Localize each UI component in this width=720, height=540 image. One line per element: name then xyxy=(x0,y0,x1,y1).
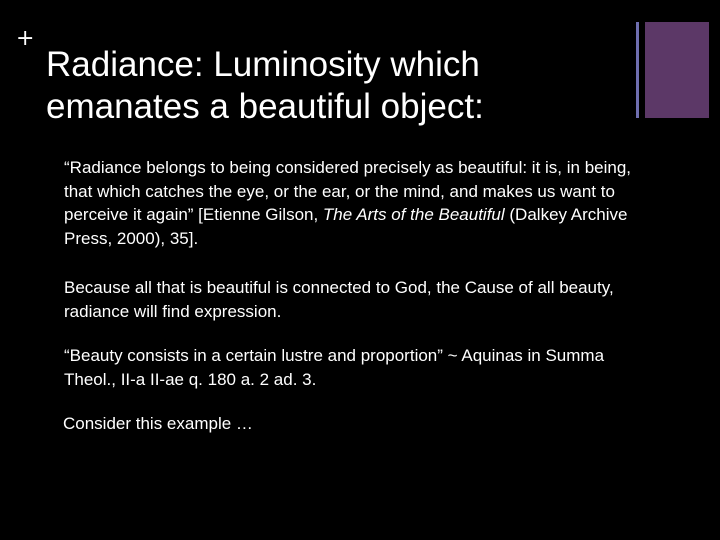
book-title: The Arts of the Beautiful xyxy=(322,205,505,224)
example-paragraph: Consider this example … xyxy=(63,414,253,433)
plus-icon: + xyxy=(16,26,35,51)
gilson-citation: (Dalkey Archive Press, 2000), 35]. xyxy=(64,205,628,248)
god-paragraph: Because all that is beautiful is connected to God, the Cause of all beauty, radiance will find expression. xyxy=(64,278,614,321)
accent-line xyxy=(636,22,639,118)
gilson-quote-text: “Radiance belongs to being considered precisely as beautiful: it is, in being, that which catches the eye, or the ear, or the mind, and makes us want to perceive it again” [Etienne Gilson, xyxy=(64,158,632,224)
gilson-quote xyxy=(64,156,634,250)
accent-bar xyxy=(645,22,709,118)
slide-title: Radiance: Luminosity which emanates a beautiful object: xyxy=(46,45,484,126)
aquinas-quote: “Beauty consists in a certain lustre and proportion” ~ Aquinas in Summa Theol., II-a II-ae q. 180 a. 2 ad. 3. xyxy=(64,346,605,389)
